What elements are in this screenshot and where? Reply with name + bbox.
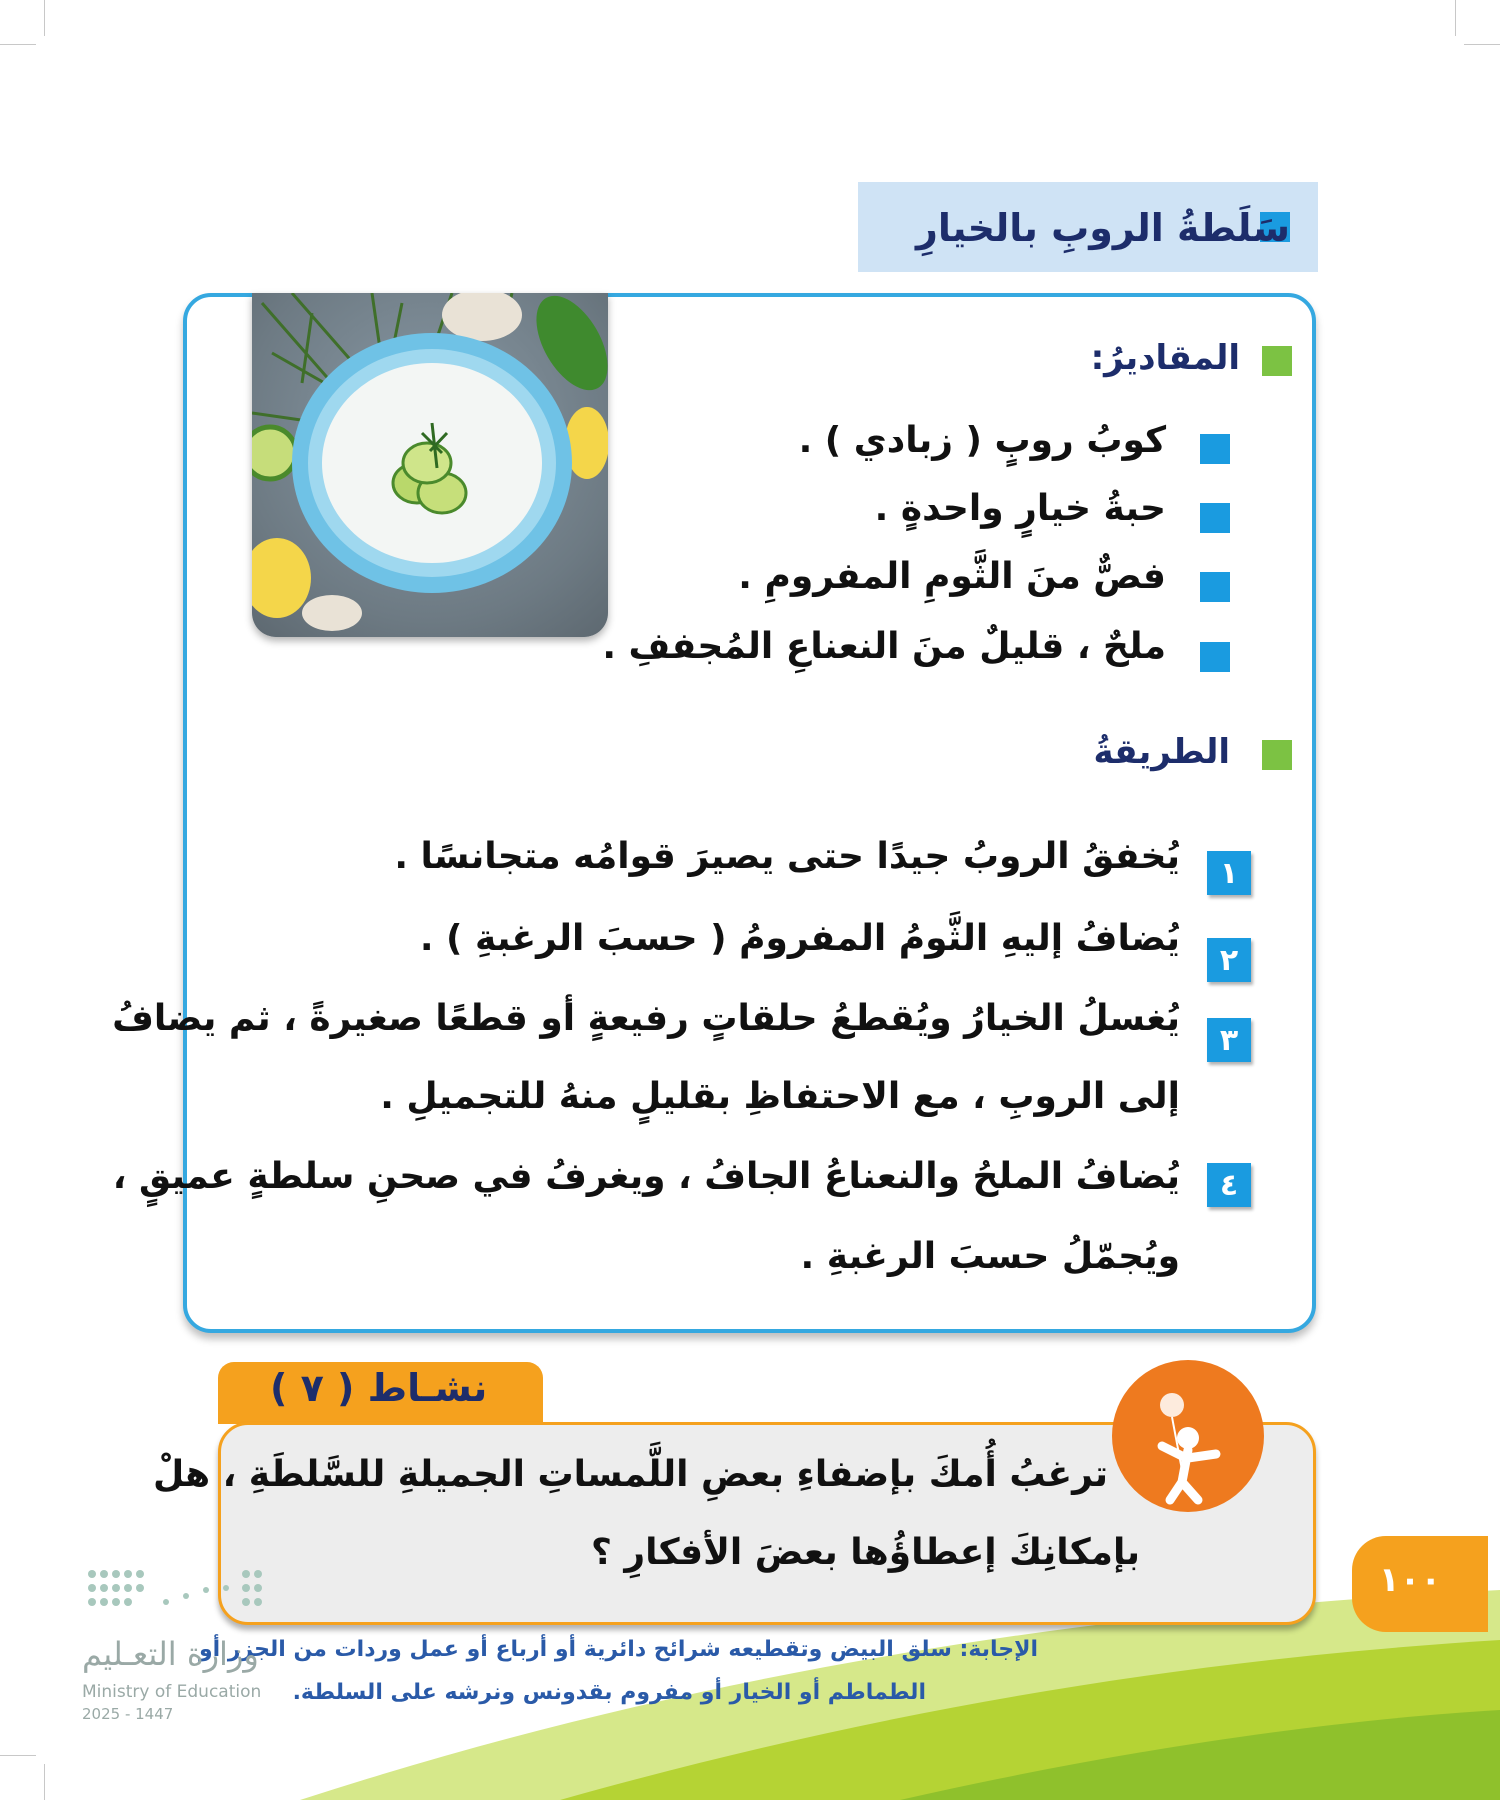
step-text: يُضافُ الملحُ والنعناعُ الجافُ ، ويغرفُ في صحنِ سلطةٍ عميقٍ ،: [112, 1156, 1180, 1197]
answer-line: الطماطم أو الخيار أو مفروم بقدونس ونرشه على السلطة.: [292, 1680, 926, 1705]
page-title: سَلَطةُ الروبِ بالخيارِ: [916, 206, 1290, 250]
ingredients-bullet-square: [1262, 346, 1292, 376]
step-number-badge: ٢: [1207, 938, 1251, 982]
page-number: ١٠٠: [1378, 1560, 1442, 1600]
ingredient-item: فصٌّ منَ الثَّومِ المفرومِ .: [738, 556, 1166, 597]
garlic-clove: [302, 595, 362, 631]
ingredient-bullet: [1200, 642, 1230, 672]
activity-question-line: ترغبُ أُمكَ بإضفاءِ بعضِ اللَّمساتِ الجميلةِ للسَّلطَةِ ، هلْ: [152, 1454, 1108, 1495]
method-bullet-square: [1262, 740, 1292, 770]
step-number-badge: ٣: [1207, 1018, 1251, 1062]
ministry-logo-dots: [86, 1568, 266, 1618]
activity-label: نشـاط ( ٧ ): [270, 1366, 488, 1410]
method-heading: الطريقةُ: [1093, 732, 1230, 772]
ministry-name-english: Ministry of Education: [82, 1682, 262, 1702]
ingredient-bullet: [1200, 434, 1230, 464]
salad-bowl-illustration: [252, 293, 608, 637]
ingredient-item: كوبُ روبٍ ( زبادي ) .: [798, 420, 1166, 461]
step-text-continued: ويُجمّلُ حسبَ الرغبةِ .: [800, 1236, 1180, 1277]
lemon-wedge: [252, 538, 311, 618]
ingredients-heading: المقاديرُ:: [1090, 338, 1240, 378]
answer-line: الإجابة: سلق البيض وتقطيعه شرائح دائرية أو أرباع أو عمل وردات من الجزر أو: [198, 1637, 1038, 1662]
step-text: يُغسلُ الخيارُ ويُقطعُ حلقاتٍ رفيعةٍ أو قطعًا صغيرةً ، ثم يضافُ: [112, 998, 1180, 1039]
crop-mark: [1464, 44, 1500, 45]
crop-mark: [44, 0, 45, 36]
ministry-name-arabic: وزارة التعـليم: [82, 1635, 259, 1673]
ministry-year: 2025 - 1447: [82, 1705, 174, 1723]
step-number-badge: ٤: [1207, 1163, 1251, 1207]
ingredient-bullet: [1200, 572, 1230, 602]
activity-question-line: بإمكانِكَ إعطاؤُها بعضَ الأفكارِ ؟: [590, 1532, 1140, 1573]
salad-bowl-photo: [252, 293, 608, 637]
child-with-balloon-icon: [1112, 1360, 1264, 1512]
ingredient-item: ملحٌ ، قليلٌ منَ النعناعِ المُجففِ .: [602, 626, 1166, 667]
step-text-continued: إلى الروبِ ، مع الاحتفاظِ بقليلٍ منهُ للتجميلِ .: [380, 1076, 1180, 1117]
step-text: يُضافُ إليهِ الثَّومُ المفرومُ ( حسبَ الرغبةِ ) .: [419, 918, 1180, 959]
ingredient-item: حبةُ خيارٍ واحدةٍ .: [874, 488, 1166, 529]
cucumber-garnish: [403, 443, 451, 483]
activity-child-icon: [1112, 1360, 1264, 1512]
garlic-clove: [442, 293, 522, 341]
step-text: يُخفقُ الروبُ جيدًا حتى يصيرَ قوامُه متجانسًا .: [394, 836, 1180, 877]
cucumber-slice: [252, 427, 296, 479]
crop-mark: [1455, 0, 1456, 36]
ingredient-bullet: [1200, 503, 1230, 533]
crop-mark: [0, 44, 36, 45]
step-number-badge: ١: [1207, 851, 1251, 895]
